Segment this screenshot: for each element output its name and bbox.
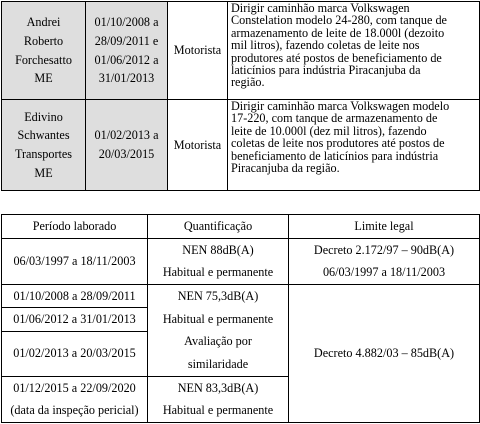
company-cell	[2, 100, 86, 191]
period-line: 28/09/2011 e	[94, 33, 159, 48]
activity-line: Dirigir caminhão marca Volkswagen modelo	[231, 99, 450, 113]
limit-cell: Decreto 4.882/03 – 85dB(A)	[289, 284, 480, 422]
header-quantification: Quantificação	[148, 215, 289, 239]
period-cell: 01/06/2012 a 31/01/2013	[2, 308, 148, 332]
period-cell: 06/03/1997 a 18/11/2003	[2, 238, 148, 284]
quantification-cell	[148, 238, 289, 284]
role-cell: Motorista	[168, 2, 228, 100]
period-line: 20/03/2015	[98, 147, 155, 161]
activity-line: leite de 10.000l (dez mil litros), fazendo	[231, 123, 427, 138]
quantification-line: Avaliação por	[184, 334, 252, 348]
quantification-line: NEN 88dB(A)	[182, 242, 254, 257]
limit-line: Decreto 2.172/97 – 90dB(A)	[313, 242, 455, 257]
quantification-cell	[148, 284, 289, 376]
company-line: Andrei	[26, 15, 61, 30]
activity-cell	[228, 100, 480, 191]
limit-cell	[289, 238, 480, 284]
activity-line: 17-220, com tanque de armazenamento de	[231, 111, 438, 126]
quantification-cell	[148, 376, 289, 422]
header-limit: Limite legal	[289, 215, 480, 239]
activity-cell	[228, 2, 480, 100]
period-line: 01/06/2012 a	[94, 52, 159, 67]
limit-line: 06/03/1997 a 18/11/2003	[322, 265, 446, 279]
quantification-line: NEN 75,3dB(A)	[177, 289, 259, 303]
employment-table	[1, 1, 480, 191]
company-line: Schwantes	[17, 128, 70, 143]
noise-table	[1, 214, 480, 423]
quantification-line: Habitual e permanente	[162, 265, 274, 279]
period-line: 31/01/2013	[98, 71, 155, 86]
activity-line: região.	[231, 75, 265, 90]
activity-line: coletas de leite nos produtores até postos de	[231, 136, 445, 151]
company-line: ME	[34, 165, 53, 180]
period-cell	[86, 100, 168, 191]
activity-line: Constelation modelo 24-280, com tanque de	[231, 13, 447, 28]
quantification-line: Habitual e permanente	[162, 403, 274, 417]
company-line: ME	[34, 71, 53, 86]
company-cell	[2, 2, 86, 100]
period-cell	[2, 376, 148, 422]
company-line: Transportes	[14, 147, 73, 161]
period-cell	[86, 2, 168, 100]
company-line: Forchesatto	[15, 52, 72, 67]
activity-line: armazenamento de leite de 18.000l (dezoito	[231, 25, 445, 40]
employment-row-1	[2, 2, 480, 100]
role-cell: Motorista	[168, 100, 228, 191]
activity-line: Piracanjuba da região.	[231, 161, 340, 176]
header-period: Período laborado	[2, 215, 148, 239]
period-line: 01/10/2008 a	[94, 15, 159, 30]
company-line: Edivino	[24, 109, 63, 124]
period-line: 01/02/2013 a	[94, 128, 159, 143]
period-line: (data da inspeção pericial)	[10, 403, 139, 417]
period-cell: 01/02/2013 a 20/03/2015	[2, 331, 148, 376]
activity-line: produtores até postos de beneficiamento de	[231, 50, 442, 65]
activity-line: mil litros), fazendo coletas de leite nos	[231, 38, 420, 53]
period-line: 01/12/2015 a 22/09/2020	[13, 380, 136, 395]
activity-line: beneficiamento de laticínios para indústria	[231, 148, 439, 163]
quantification-line: Habitual e permanente	[162, 311, 274, 326]
quantification-line: similaridade	[187, 356, 249, 371]
header-row	[2, 215, 480, 239]
activity-line: Dirigir caminhão marca Volkswagen	[231, 1, 410, 15]
table-row	[2, 284, 480, 308]
period-cell: 01/10/2008 a 28/09/2011	[2, 284, 148, 308]
table-row	[2, 238, 480, 284]
company-line: Roberto	[23, 33, 64, 48]
quantification-line: NEN 83,3dB(A)	[177, 380, 259, 395]
employment-row-2	[2, 100, 480, 191]
activity-line: laticínios para indústria Piracanjuba da	[231, 63, 421, 78]
